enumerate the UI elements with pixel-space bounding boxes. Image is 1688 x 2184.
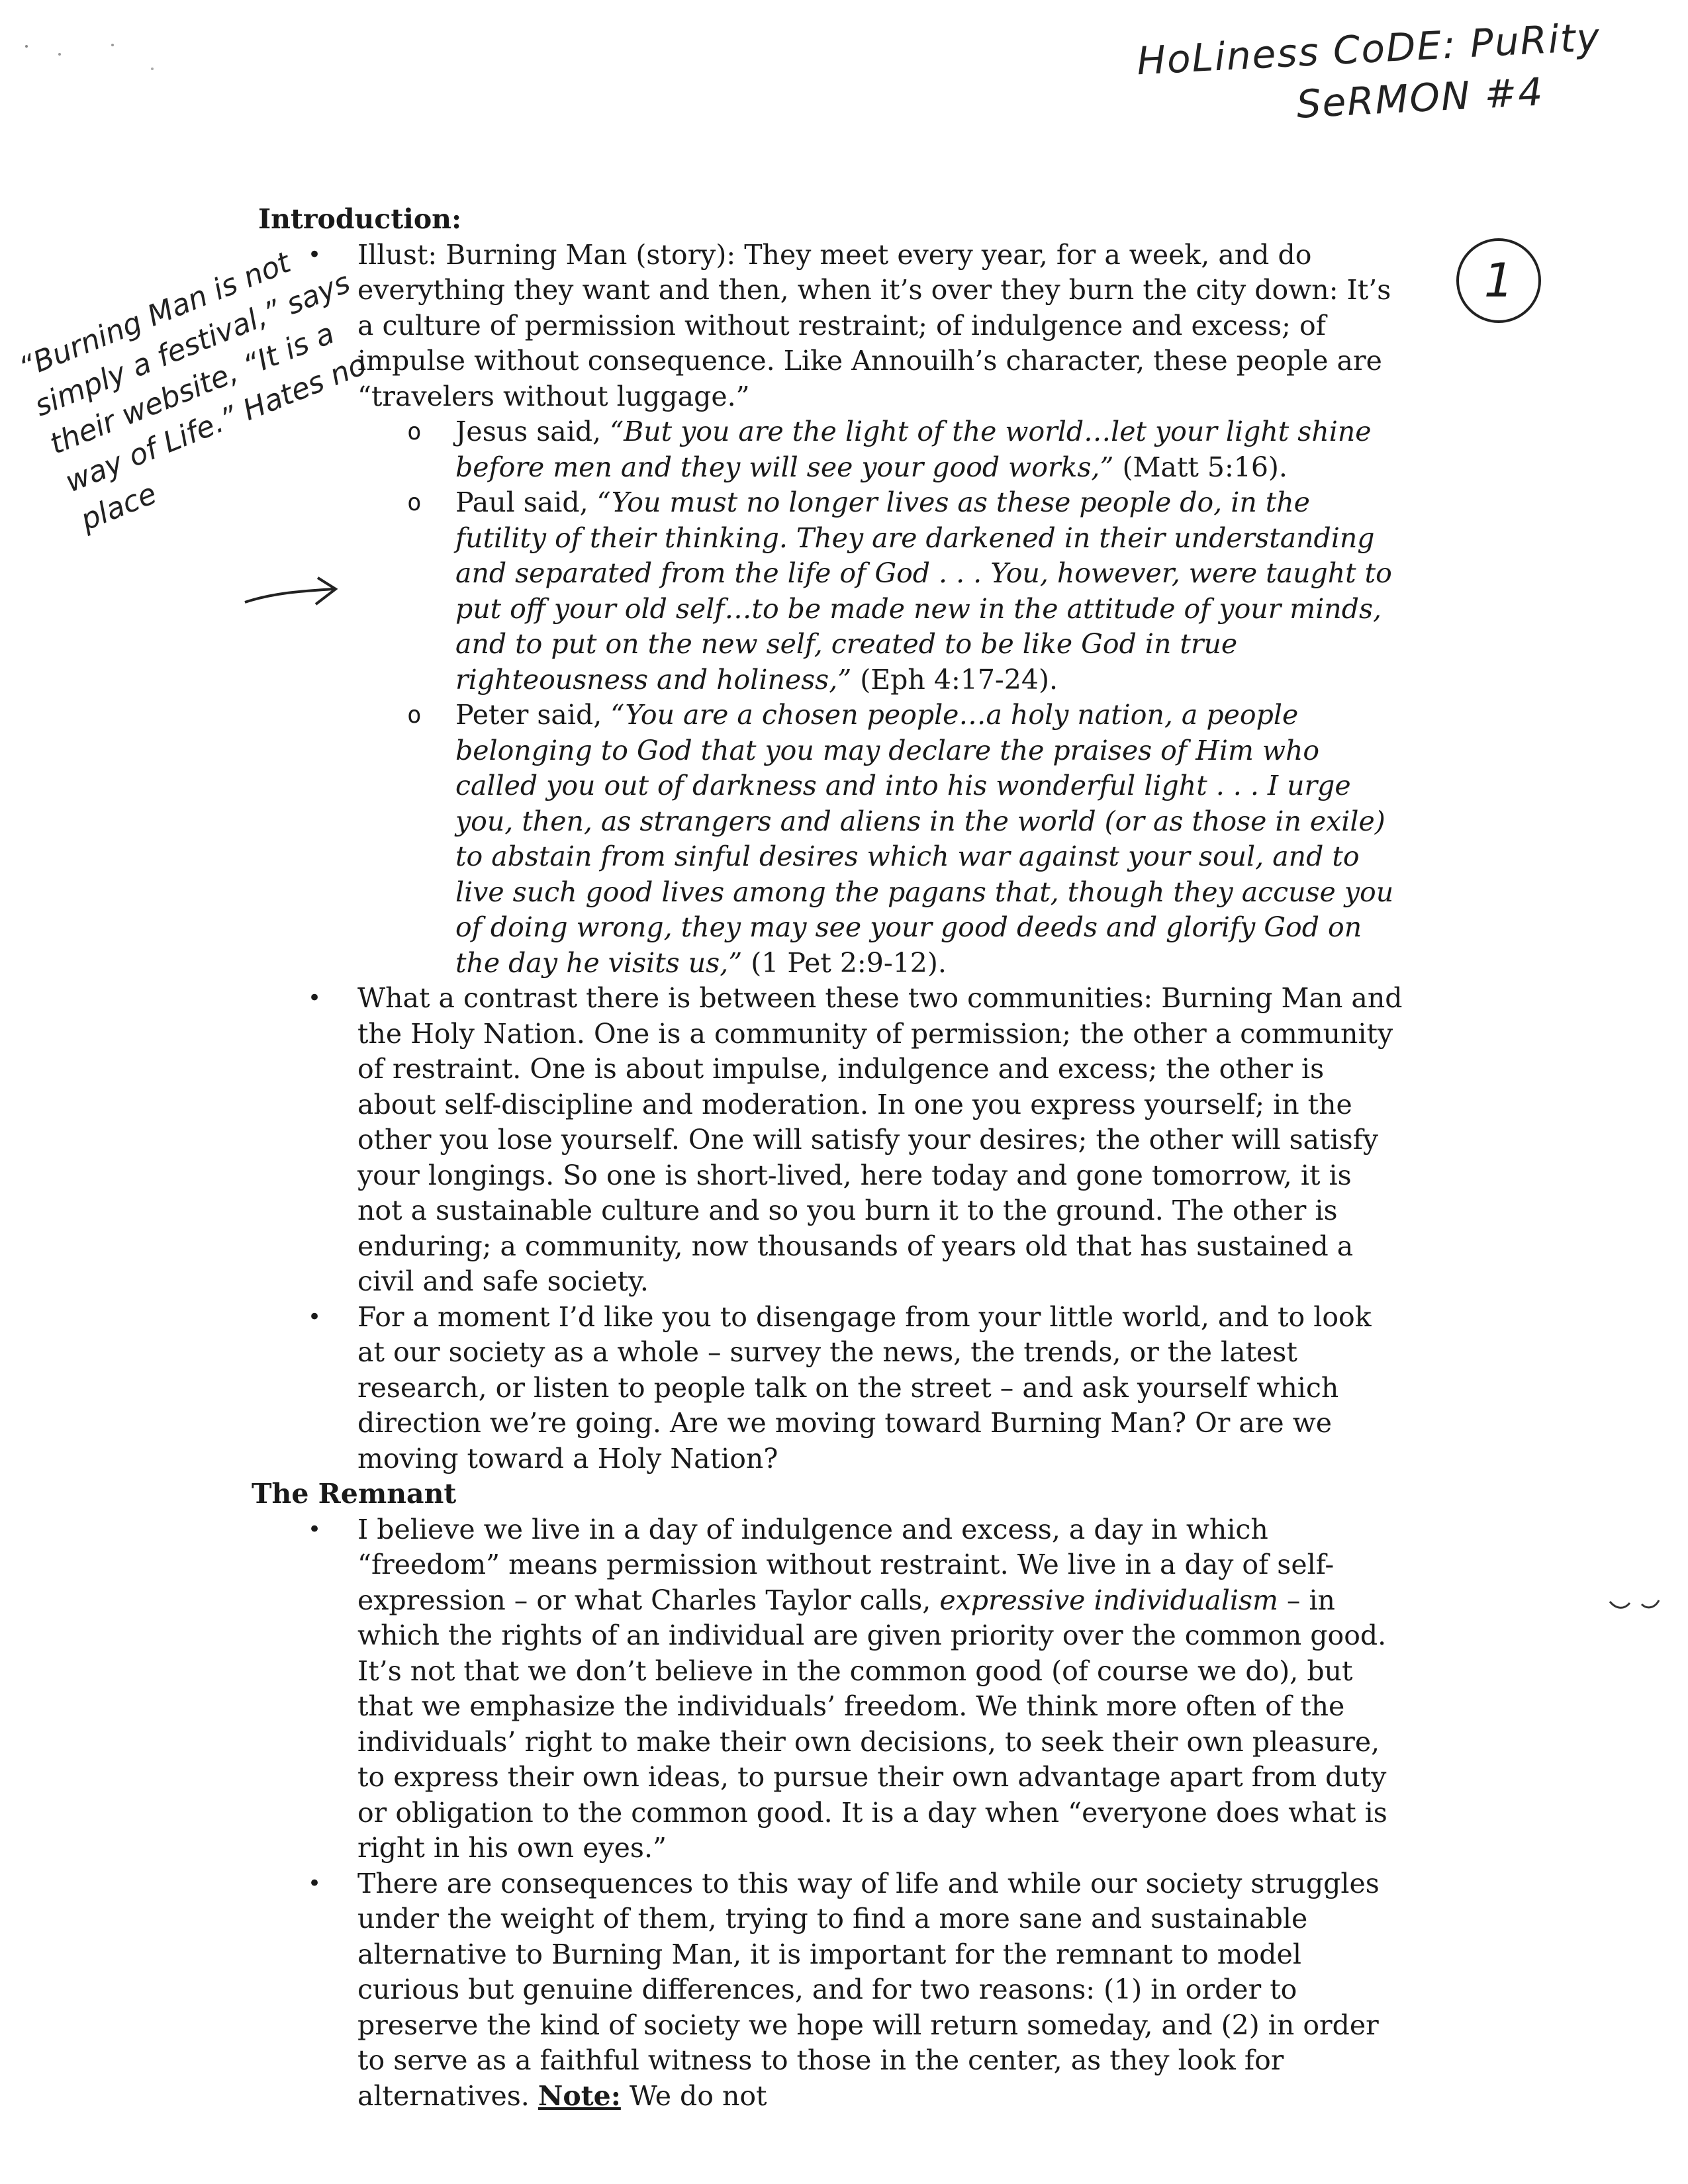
bullet-item [252, 1866, 1403, 2115]
bullet-item [252, 981, 1403, 1300]
scripture-quote: “But you are the light of the world…let your light shine before men and they will see your good works,” [455, 416, 1372, 483]
sub-bullet-prefix: Peter said, [455, 699, 611, 731]
bullet-text-indulgence: I believe we live in a day of indulgence and excess, a day in which “freedom” means permission without restraint. We live in a day of self-expression – or what Charles Taylor calls, [357, 1513, 1335, 1616]
note-label: Note: [538, 2079, 621, 2112]
scripture-reference: (1 Pet 2:9-12). [742, 946, 947, 979]
bullet-text-consequences: There are consequences to this way of life and while our society struggles under the weight of them, trying to find a more sane and sustainable alternative to Burning Man, it is important for the remnant to model curious but genuine differences, and for two reasons: (1) in order to preserve the kind of society we hope will return someday, and (2) in order to serve as a faithful witness to those in the center, as they look for alternatives. [357, 1867, 1380, 2112]
emphasized-term: expressive individualism [939, 1584, 1278, 1616]
bullet-item [252, 1300, 1403, 1477]
bullet-text-continued: We do not [620, 2079, 767, 2112]
bullet-item [252, 1512, 1403, 1866]
bullet-item [252, 238, 1403, 981]
bullet-text-direction: For a moment I’d like you to disengage from your little world, and to look at our society as a whole – survey the news, the trends, or the latest research, or listen to people talk on the street – and ask yourself which direction we’re going. Are we moving toward Burning Man? Or are we moving toward a Holy Nation? [357, 1300, 1372, 1475]
section-heading-introduction: Introduction: [258, 203, 462, 235]
scripture-reference: (Matt 5:16). [1113, 451, 1288, 483]
scripture-quote: “You are a chosen people…a holy nation, a people belonging to God that you may declare the praises of Him who called you out of darkness and into his wonderful light . . . I urge you, then, as strangers and aliens in the world (or as those in exile) to abstain from sinful desires which war against your soul, and to live such good lives among the pagans that, though they accuse you of doing wrong, they may see your good deeds and glorify God on the day he visits us,” [455, 699, 1394, 979]
scripture-reference: (Eph 4:17-24). [851, 663, 1058, 696]
scan-speck-marks [20, 26, 165, 79]
bullet-text-contrast: What a contrast there is between these two communities: Burning Man and the Holy Nation. One is a community of permission; the other a community of restraint. One is about impulse, indulgence and excess; the other is about self-discipline and moderation. In one you express yourself; in the other you lose yourself. One will satisfy your desires; the other will satisfy your longings. So one is short-lived, here today and gone tomorrow, it is not a sustainable culture and so you burn it to the ground. The other is enduring; a community, now thousands of years old that has sustained a civil and safe society. [357, 982, 1403, 1297]
handwritten-header-line1: HoLiness CoDE: PuRity [1135, 14, 1602, 84]
handwritten-header [1135, 15, 1604, 136]
sermon-text [252, 202, 1403, 2114]
sub-bullet-jesus [357, 414, 1403, 485]
handwritten-margin-note: “Burning Man is not simply a festival,” says their website, “It is a way of Life.” Hates no place [14, 245, 371, 537]
bullet-text-continued: – in which the rights of an individual are given priority over the common good. It’s not that we don’t believe in the common good (of course we do), but that we emphasize the individuals’ freedom. We think more often of the individuals’ right to make their own decisions, to seek their own pleasure, to express their own ideas, to pursue their own advantage apart from duty or obligation to the common good. It is a day when “everyone does what is right in his own eyes.” [357, 1584, 1387, 1864]
section-heading-remnant: The Remnant [252, 1478, 457, 1510]
handwritten-header-line2: SeRMON #4 [1295, 69, 1545, 127]
sub-bullet-paul [357, 485, 1403, 698]
sub-bullet-peter [357, 698, 1403, 981]
remnant-bullets [252, 1512, 1403, 2115]
bullet-text-burning-man: Illust: Burning Man (story): They meet every year, for a week, and do everything they want and then, when it’s over they burn the city down: It’s a culture of permission without restraint; of indulgence and excess; of impulse without consequence. Like Annouilh’s character, these people are “travelers without luggage.” [357, 238, 1391, 412]
sub-bullet-prefix: Jesus said, [455, 416, 610, 447]
circled-page-number: 1 [1456, 238, 1541, 323]
scripture-quote: “You must no longer lives as these people do, in the futility of their thinking. They are darkened in their understanding and separated from the life of God . . . You, however, were taught to put off your old self…to be made new in the attitude of your minds, and to put on the new self, created to be like God in true righteousness and holiness,” [455, 486, 1392, 696]
introduction-bullets [252, 238, 1403, 1477]
scripture-sub-bullets [357, 414, 1403, 981]
margin-scribble-mark [1609, 1595, 1662, 1615]
sub-bullet-prefix: Paul said, [455, 486, 597, 518]
